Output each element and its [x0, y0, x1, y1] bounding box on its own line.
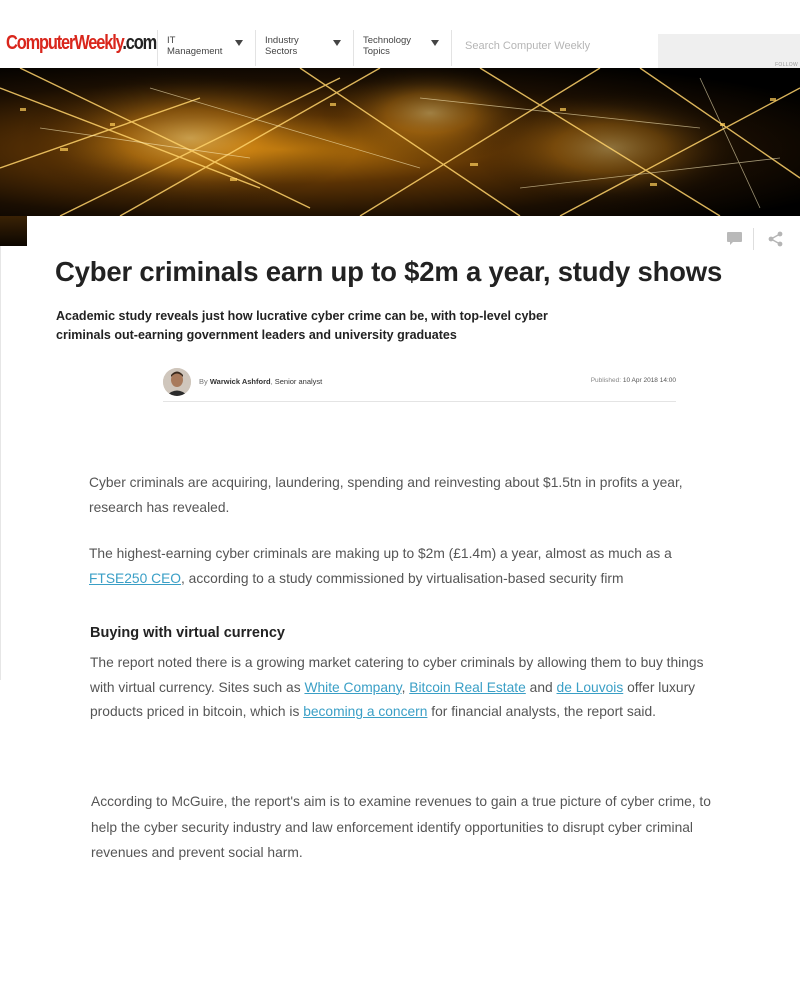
article-byline — [163, 368, 676, 402]
link-white-company[interactable]: White Company — [304, 679, 402, 695]
paragraph: The report noted there is a growing market catering to cyber criminals by allowing them to buy things with virtual currency. Sites such as White Company, Bitcoin Real Estate and de Louvois offer luxury products priced in bitcoin, which is becoming a concern for financial analysts, the report said. — [90, 655, 704, 719]
author-role: Senior analyst — [274, 377, 323, 386]
page-left-rule — [0, 246, 1, 680]
author-name[interactable]: Warwick Ashford — [209, 377, 271, 386]
search-input[interactable] — [465, 40, 655, 52]
main-nav — [157, 30, 451, 66]
hero-image-edge — [0, 216, 27, 246]
nav-technology-topics[interactable] — [353, 30, 451, 66]
section-heading: Buying with virtual currency — [90, 625, 285, 641]
link-ftse250-ceo[interactable]: FTSE250 CEO — [89, 570, 182, 586]
follow-label: FOLLOW — [775, 62, 798, 68]
nav-it-management[interactable] — [157, 30, 255, 66]
paragraph: According to McGuire, the report's aim is to examine revenues to gain a true picture of cyber crime, to help the cyber security industry and law enforcement identify opportunities to disrupt cyber criminal revenues and prevent social harm. — [91, 794, 711, 860]
nav-item-label: IT Management — [167, 35, 223, 57]
chevron-down-icon — [333, 40, 341, 46]
share-icon[interactable] — [767, 230, 785, 248]
logo-brand: ComputerWeekly — [6, 32, 123, 54]
circuit-glow-graphic — [0, 68, 800, 216]
link-bitcoin-real-estate[interactable]: Bitcoin Real Estate — [409, 679, 526, 695]
article-hero-image — [0, 68, 800, 216]
site-header — [0, 0, 800, 68]
nav-industry-sectors[interactable] — [255, 30, 353, 66]
author-line: By Warwick Ashford, Senior analyst — [199, 377, 323, 386]
published-info — [591, 377, 676, 384]
site-logo[interactable] — [6, 32, 156, 55]
paragraph: The highest-earning cyber criminals are making up to $2m (£1.4m) a year, almost as much as a FTSE250 CEO, according to a study commissioned by virtualisation-based security firm — [89, 546, 672, 586]
search-box — [451, 30, 658, 66]
logo-tld: .com — [122, 32, 157, 54]
comment-icon[interactable] — [727, 232, 743, 246]
by-label: By — [199, 377, 208, 386]
published-label: Published: — [590, 377, 622, 384]
article-title: Cyber criminals earn up to $2m a year, study shows — [55, 256, 723, 287]
nav-item-label: Technology Topics — [363, 35, 412, 57]
link-de-louvois[interactable]: de Louvois — [556, 679, 624, 695]
paragraph: Cyber criminals are acquiring, laundering, spending and reinvesting about $1.5tn in profits a year, research has revealed. — [89, 475, 683, 515]
article-standfirst: Academic study reveals just how lucrative cyber crime can be, with top-level cyber criminals out-earning government leaders and university graduates — [56, 309, 548, 342]
chevron-down-icon — [431, 40, 439, 46]
link-becoming-a-concern[interactable]: becoming a concern — [303, 704, 428, 719]
published-date: 10 Apr 2018 14:00 — [622, 377, 676, 384]
author-avatar[interactable] — [163, 368, 191, 396]
nav-item-label: Industry Sectors — [265, 35, 299, 57]
chevron-down-icon — [235, 40, 243, 46]
tool-divider — [753, 228, 754, 250]
article-body — [89, 471, 729, 613]
